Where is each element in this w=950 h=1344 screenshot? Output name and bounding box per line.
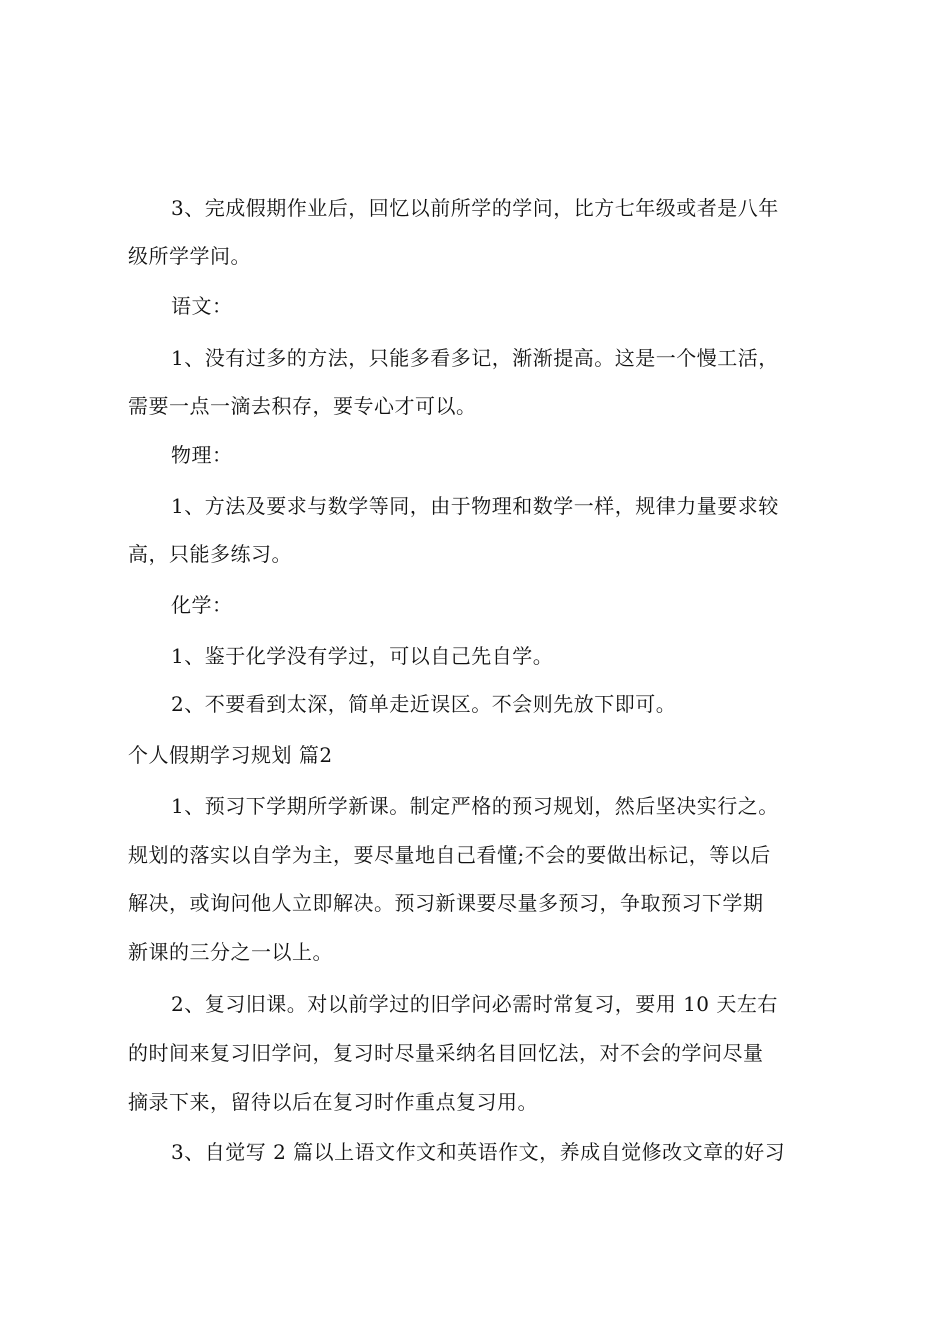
paragraph-line: 解决，或询问他人立即解决。预习新课要尽量多预习，争取预习下学期: [128, 891, 764, 915]
paragraph-line: 摘录下来，留待以后在复习时作重点复习用。: [128, 1090, 538, 1114]
section-heading-chemistry: 化学：: [171, 593, 233, 617]
section-heading-chinese: 语文：: [171, 294, 233, 318]
paragraph-line: 新课的三分之一以上。: [128, 940, 333, 964]
section-heading-physics: 物理：: [171, 443, 233, 467]
article-title: 个人假期学习规划 篇2: [128, 743, 333, 767]
paragraph-line: 3、自觉写 2 篇以上语文作文和英语作文，养成自觉修改文章的好习: [171, 1140, 786, 1164]
paragraph-line: 2、不要看到太深，简单走近误区。不会则先放下即可。: [171, 692, 677, 716]
paragraph-line: 1、鉴于化学没有学过，可以自己先自学。: [171, 644, 554, 668]
paragraph-line: 的时间来复习旧学问，复习时尽量采纳名目回忆法，对不会的学问尽量: [128, 1041, 764, 1065]
paragraph-line: 1、方法及要求与数学等同，由于物理和数学一样，规律力量要求较: [171, 494, 779, 518]
paragraph-line: 1、没有过多的方法，只能多看多记，渐渐提高。这是一个慢工活，: [171, 346, 779, 370]
paragraph-line: 3、完成假期作业后，回忆以前所学的学问，比方七年级或者是八年: [171, 196, 779, 220]
paragraph-line: 级所学学问。: [128, 244, 251, 268]
paragraph-line: 需要一点一滴去积存，要专心才可以。: [128, 394, 477, 418]
paragraph-line: 1、预习下学期所学新课。制定严格的预习规划，然后坚决实行之。: [171, 794, 779, 818]
paragraph-line: 高，只能多练习。: [128, 542, 292, 566]
paragraph-line: 规划的落实以自学为主，要尽量地自己看懂;不会的要做出标记，等以后: [128, 843, 771, 867]
paragraph-line: 2、复习旧课。对以前学过的旧学问必需时常复习，要用 10 天左右: [171, 992, 778, 1016]
